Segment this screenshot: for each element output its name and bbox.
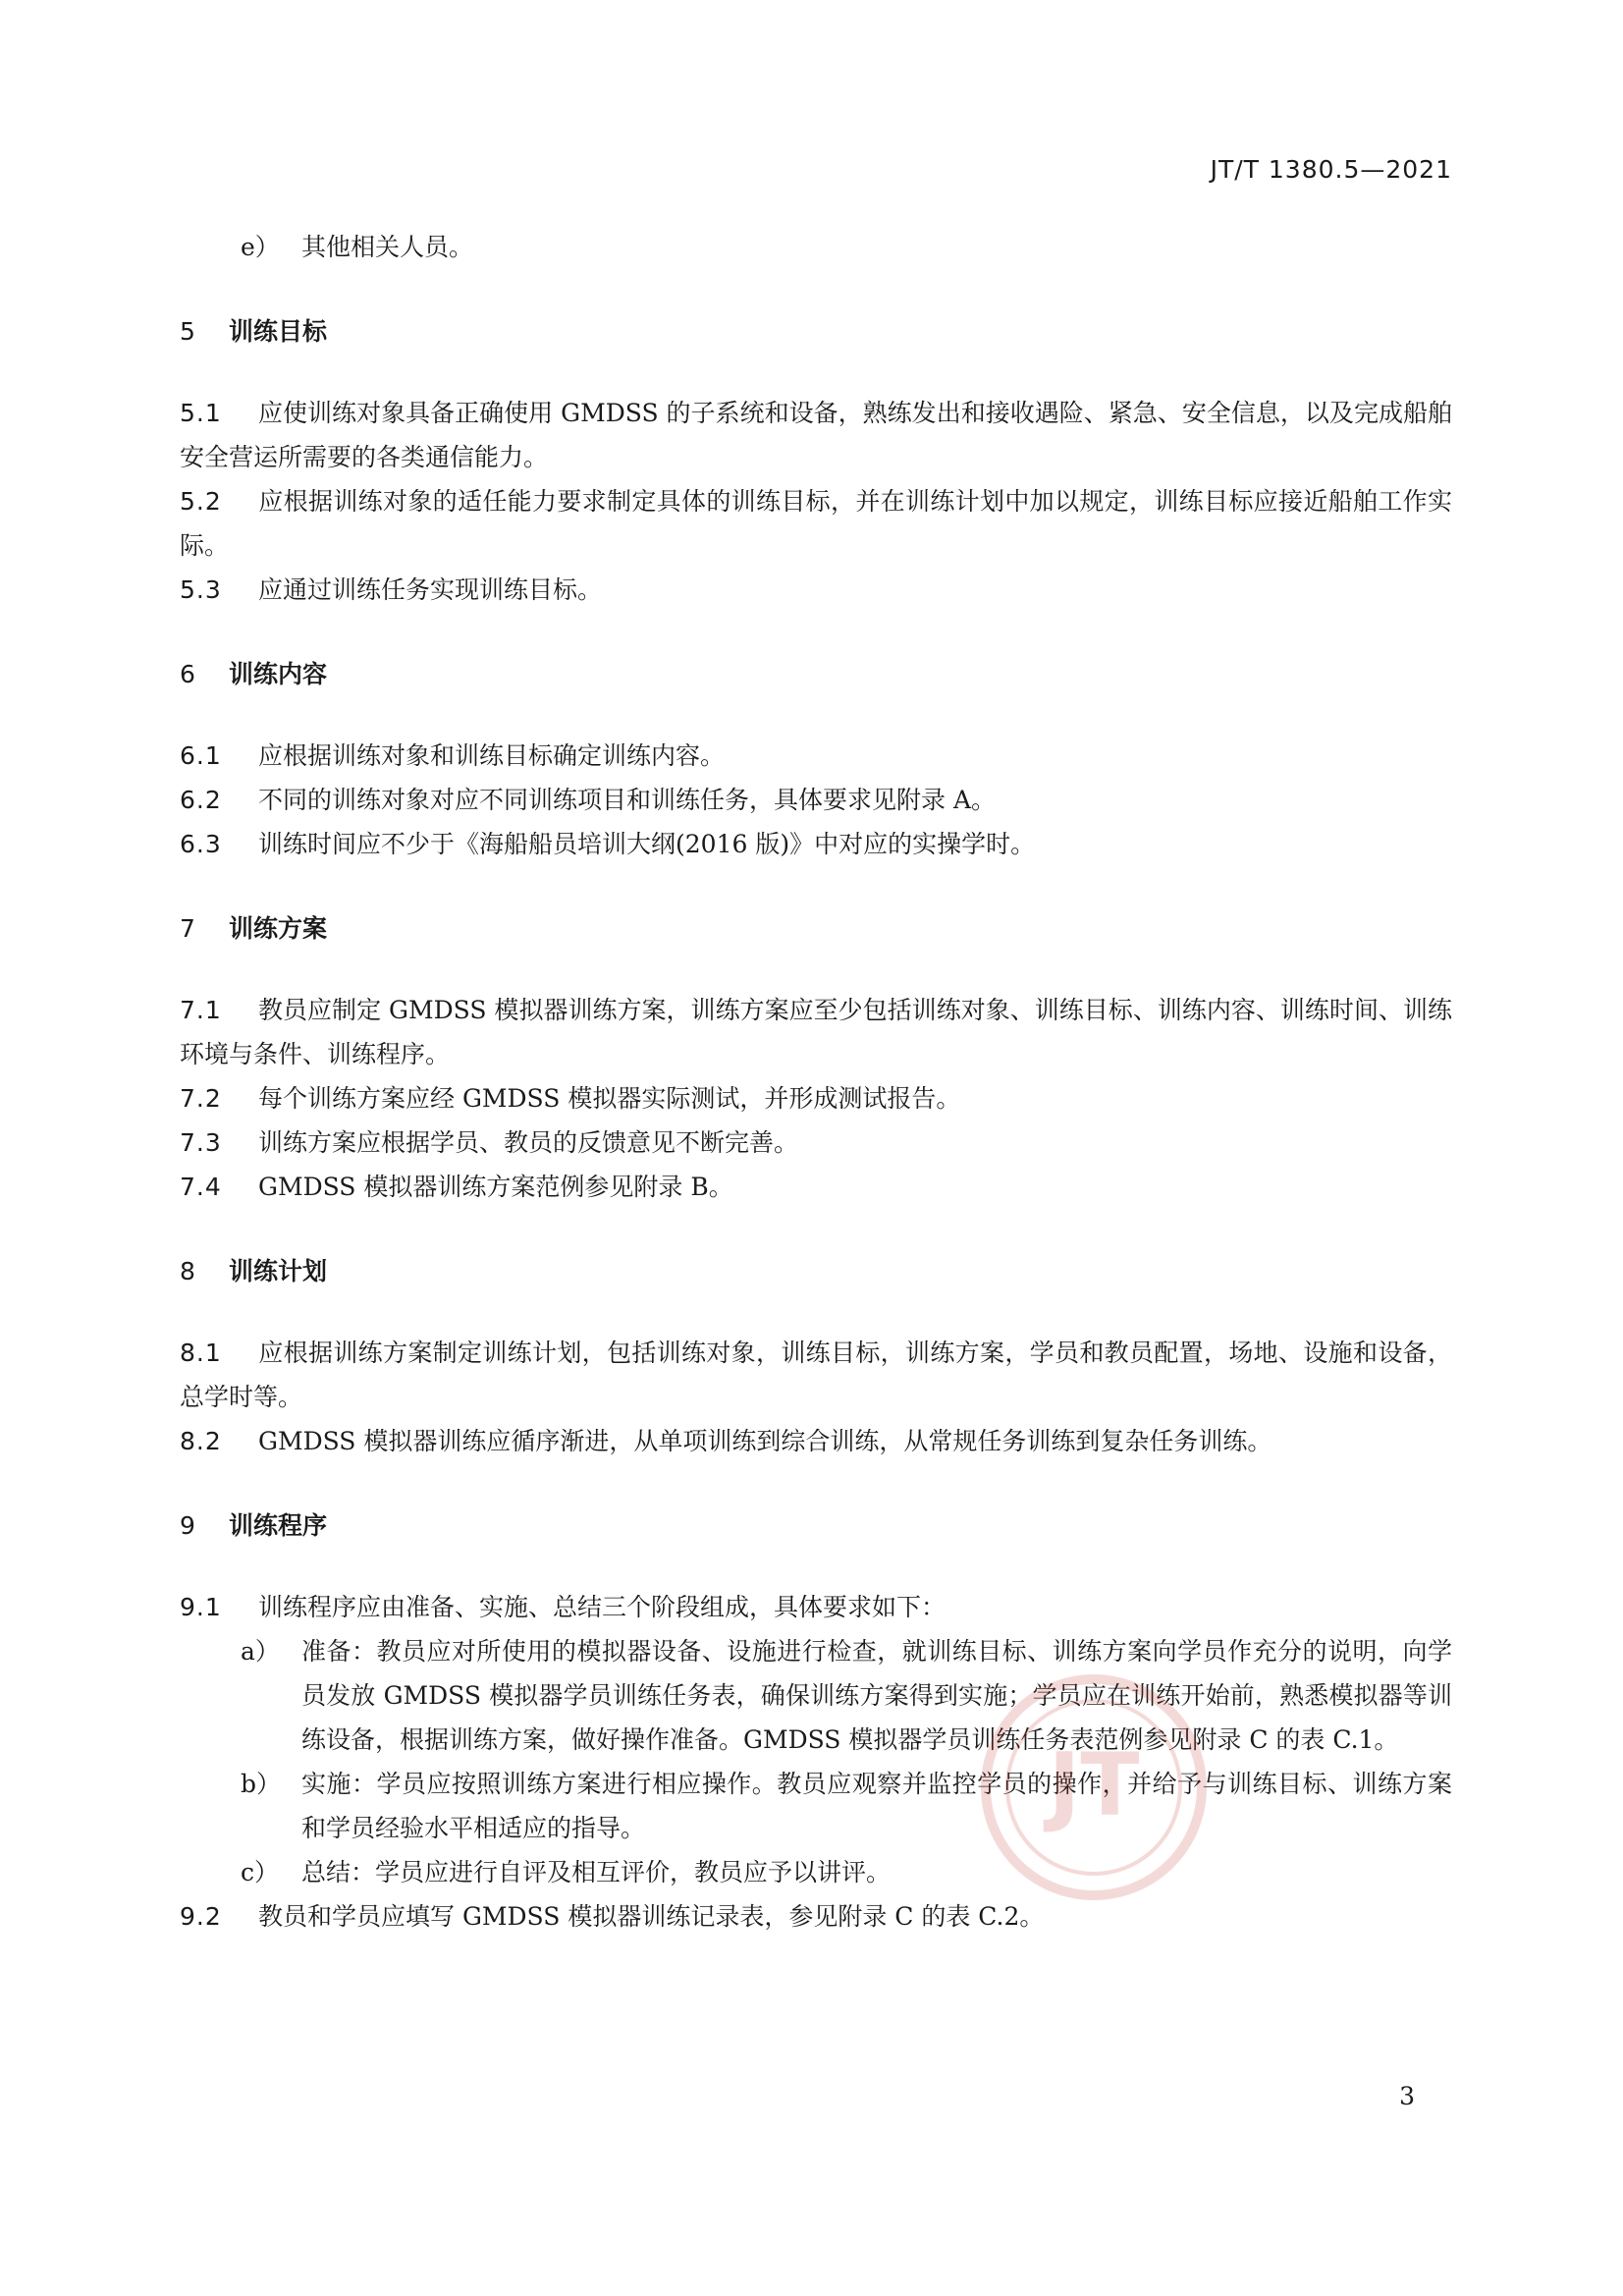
list-item-b bbox=[180, 1762, 1452, 1850]
list-item-text: 总结：学员应进行自评及相互评价，教员应予以讲评。 bbox=[301, 1858, 892, 1886]
clause-text: 应根据训练方案制定训练计划，包括训练对象，训练目标，训练方案，学员和教员配置，场地、设施和设备，总学时等。 bbox=[180, 1339, 1452, 1411]
section-number: 6 bbox=[180, 660, 195, 688]
clause-number: 7.4 bbox=[180, 1173, 222, 1201]
clause-number: 5.3 bbox=[180, 575, 222, 604]
section-heading-8 bbox=[180, 1250, 1452, 1293]
section-title: 训练程序 bbox=[229, 1511, 328, 1540]
clause-8-1 bbox=[180, 1331, 1452, 1419]
clause-number: 6.3 bbox=[180, 830, 222, 858]
list-item-text: 准备：教员应对所使用的模拟器设备、设施进行检查，就训练目标、训练方案向学员作充分的说明，向学员发放 GMDSS 模拟器学员训练任务表，确保训练方案得到实施；学员应在训练开始前，熟悉模拟器等训练设备，根据训练方案，做好操作准备。GMDSS 模拟器学员训练任务表范例参见附录 C 的表 C.1。 bbox=[301, 1637, 1452, 1754]
jt-watermark-seal bbox=[976, 1669, 1212, 1905]
document-code: JT/T 1380.5—2021 bbox=[1210, 155, 1452, 184]
list-item-a bbox=[180, 1629, 1452, 1762]
section-heading-6 bbox=[180, 653, 1452, 696]
section-title: 训练方案 bbox=[229, 914, 328, 943]
section-number: 8 bbox=[180, 1257, 195, 1285]
section-number: 5 bbox=[180, 317, 195, 346]
section-title: 训练内容 bbox=[229, 660, 328, 688]
document-body bbox=[180, 211, 1452, 1939]
clause-7-3 bbox=[180, 1121, 1452, 1165]
clause-text: 训练方案应根据学员、教员的反馈意见不断完善。 bbox=[258, 1128, 799, 1157]
clause-number: 9.1 bbox=[180, 1593, 222, 1621]
clause-5-2 bbox=[180, 479, 1452, 568]
clause-number: 6.2 bbox=[180, 786, 222, 814]
clause-text: GMDSS 模拟器训练应循序渐进，从单项训练到综合训练，从常规任务训练到复杂任务训练。 bbox=[258, 1427, 1272, 1455]
section-heading-9 bbox=[180, 1504, 1452, 1548]
list-marker: b） bbox=[241, 1770, 282, 1798]
clause-text: 训练程序应由准备、实施、总结三个阶段组成，具体要求如下： bbox=[258, 1593, 947, 1621]
page-number: 3 bbox=[1399, 2082, 1415, 2110]
clause-number: 8.1 bbox=[180, 1339, 222, 1367]
clause-text: 教员应制定 GMDSS 模拟器训练方案，训练方案应至少包括训练对象、训练目标、训练内容、训练时间、训练环境与条件、训练程序。 bbox=[180, 996, 1452, 1068]
list-item-text: 其他相关人员。 bbox=[301, 233, 474, 261]
clause-5-1 bbox=[180, 391, 1452, 479]
list-marker: a） bbox=[241, 1637, 280, 1666]
clause-text: 训练时间应不少于《海船船员培训大纲(2016 版)》中对应的实操学时。 bbox=[258, 830, 1036, 858]
clause-text: 教员和学员应填写 GMDSS 模拟器训练记录表，参见附录 C 的表 C.2。 bbox=[258, 1902, 1045, 1931]
clause-number: 7.1 bbox=[180, 996, 222, 1024]
clause-number: 6.1 bbox=[180, 741, 222, 770]
clause-number: 7.2 bbox=[180, 1084, 222, 1113]
list-item-e bbox=[180, 225, 1452, 269]
clause-9-2 bbox=[180, 1894, 1452, 1939]
section-heading-5 bbox=[180, 310, 1452, 354]
section-number: 7 bbox=[180, 914, 195, 943]
clause-text: 每个训练方案应经 GMDSS 模拟器实际测试，并形成测试报告。 bbox=[258, 1084, 961, 1113]
clause-number: 8.2 bbox=[180, 1427, 222, 1455]
section-number: 9 bbox=[180, 1511, 195, 1540]
clause-7-4 bbox=[180, 1165, 1452, 1209]
list-item-text: 实施：学员应按照训练方案进行相应操作。教员应观察并监控学员的操作，并给予与训练目标、训练方案和学员经验水平相适应的指导。 bbox=[301, 1770, 1452, 1842]
clause-number: 5.2 bbox=[180, 487, 222, 516]
clause-text: 应根据训练对象和训练目标确定训练内容。 bbox=[258, 741, 726, 770]
section-title: 训练目标 bbox=[229, 317, 328, 346]
clause-6-2 bbox=[180, 778, 1452, 822]
clause-7-2 bbox=[180, 1076, 1452, 1121]
clause-text: 应通过训练任务实现训练目标。 bbox=[258, 575, 603, 604]
list-item-c bbox=[180, 1850, 1452, 1894]
clause-5-3 bbox=[180, 568, 1452, 612]
clause-9-1 bbox=[180, 1585, 1452, 1629]
clause-text: 应使训练对象具备正确使用 GMDSS 的子系统和设备，熟练发出和接收遇险、紧急、安全信息，以及完成船舶安全营运所需要的各类通信能力。 bbox=[180, 399, 1452, 471]
clause-text: 不同的训练对象对应不同训练项目和训练任务，具体要求见附录 A。 bbox=[258, 786, 997, 814]
list-marker: c） bbox=[241, 1858, 280, 1886]
clause-6-3 bbox=[180, 822, 1452, 866]
section-title: 训练计划 bbox=[229, 1257, 328, 1285]
section-heading-7 bbox=[180, 907, 1452, 951]
clause-8-2 bbox=[180, 1419, 1452, 1463]
clause-number: 7.3 bbox=[180, 1128, 222, 1157]
clause-number: 9.2 bbox=[180, 1902, 222, 1931]
watermark-text: JT bbox=[1048, 1734, 1140, 1835]
clause-7-1 bbox=[180, 988, 1452, 1076]
clause-text: GMDSS 模拟器训练方案范例参见附录 B。 bbox=[258, 1173, 733, 1201]
list-marker: e） bbox=[241, 233, 280, 261]
clause-number: 5.1 bbox=[180, 399, 222, 427]
clause-text: 应根据训练对象的适任能力要求制定具体的训练目标，并在训练计划中加以规定，训练目标应接近船舶工作实际。 bbox=[180, 487, 1452, 560]
clause-6-1 bbox=[180, 734, 1452, 778]
